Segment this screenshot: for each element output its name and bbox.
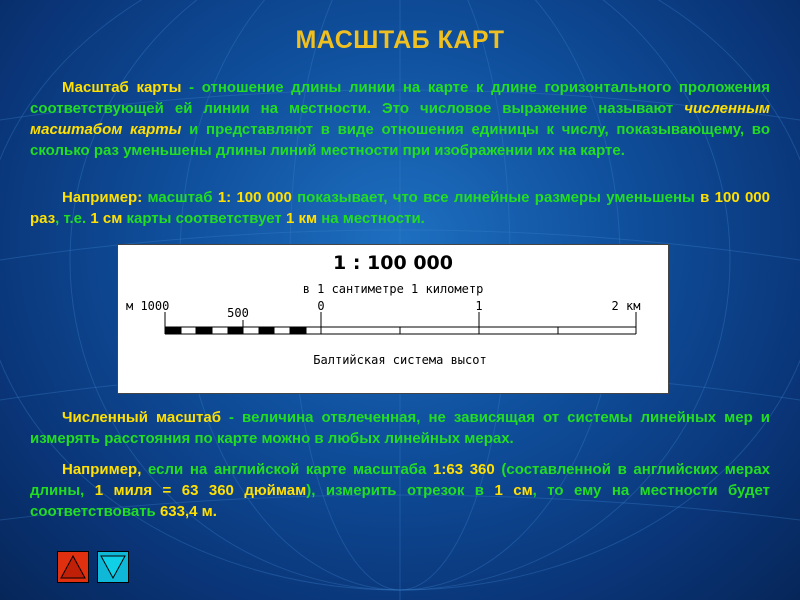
example-text: масштаб bbox=[142, 189, 218, 206]
example-text: на местности. bbox=[317, 210, 425, 227]
label-0: 0 bbox=[317, 299, 325, 313]
example2-value: 1:63 360 bbox=[433, 461, 495, 478]
example-value: 1: 100 000 bbox=[217, 189, 292, 206]
height-system-label: Балтийская система высот bbox=[313, 353, 487, 367]
example-text: показывает, что bbox=[291, 189, 424, 206]
scale-caption: в 1 сантиметре 1 километр bbox=[302, 282, 484, 296]
label-1: 1 bbox=[475, 299, 483, 313]
next-slide-button[interactable] bbox=[97, 551, 129, 583]
example2-value: 1 миля = 63 360 дюймам bbox=[94, 482, 307, 499]
triangle-up-icon bbox=[58, 552, 88, 582]
label-2km: 2 км bbox=[611, 299, 641, 313]
example-text: карты соответствует bbox=[122, 210, 286, 227]
example-lead: Например: bbox=[62, 189, 143, 206]
example2-text: если на английской карте масштаба bbox=[141, 461, 434, 478]
scale-ratio: 1 : 100 000 bbox=[333, 252, 453, 274]
example-text: все линейные размеры уменьшены bbox=[423, 189, 701, 206]
example2-lead: Например, bbox=[62, 461, 142, 478]
numeric-scale-text: - величина отвлеченная, не зависящая от системы линейных мер и измерять расстояния по карте можно в любых линейных мерах. bbox=[30, 409, 770, 447]
definition-text-2: и представляют в виде отношения единицы к числу, показывающему, во сколько раз уменьшены длины линий местности при изображении их на карте. bbox=[30, 121, 770, 159]
scale-bar-figure bbox=[117, 244, 669, 394]
paragraph-example-2 bbox=[30, 459, 770, 522]
example-text: , т.е. bbox=[55, 210, 91, 227]
definition-text-1: - отношение длины линии на карте к длине горизонтального проложения соответствующей ей линии на местности. Это числовое выражение называют bbox=[30, 79, 770, 117]
term-numeric-scale-2: Численный масштаб bbox=[62, 409, 221, 426]
paragraph-numeric-scale bbox=[30, 407, 770, 449]
example-value: 1 км bbox=[285, 210, 318, 227]
example2-value: 1 см bbox=[494, 482, 533, 499]
previous-slide-button[interactable] bbox=[57, 551, 89, 583]
term-scale: Масштаб карты bbox=[62, 79, 182, 96]
triangle-down-icon bbox=[98, 552, 128, 582]
label-m1000: м 1000 bbox=[126, 299, 170, 313]
page-title: МАСШТАБ КАРТ bbox=[295, 26, 505, 54]
scale-bar-fill bbox=[165, 327, 306, 334]
paragraph-example-1 bbox=[30, 187, 770, 229]
paragraph-definition bbox=[30, 77, 770, 161]
example2-value: 633,4 м. bbox=[159, 503, 217, 520]
label-500: 500 bbox=[227, 306, 249, 320]
example-value: в 100 000 раз bbox=[30, 189, 770, 227]
example2-text: , то ему на местности будет соответствовать bbox=[30, 482, 771, 520]
example2-text: (составленной в английских мерах длины, bbox=[30, 461, 771, 499]
example-value: 1 см bbox=[90, 210, 123, 227]
term-numeric-scale: численным масштабом карты bbox=[30, 100, 770, 138]
example2-text: ), измерить отрезок в bbox=[306, 482, 495, 499]
